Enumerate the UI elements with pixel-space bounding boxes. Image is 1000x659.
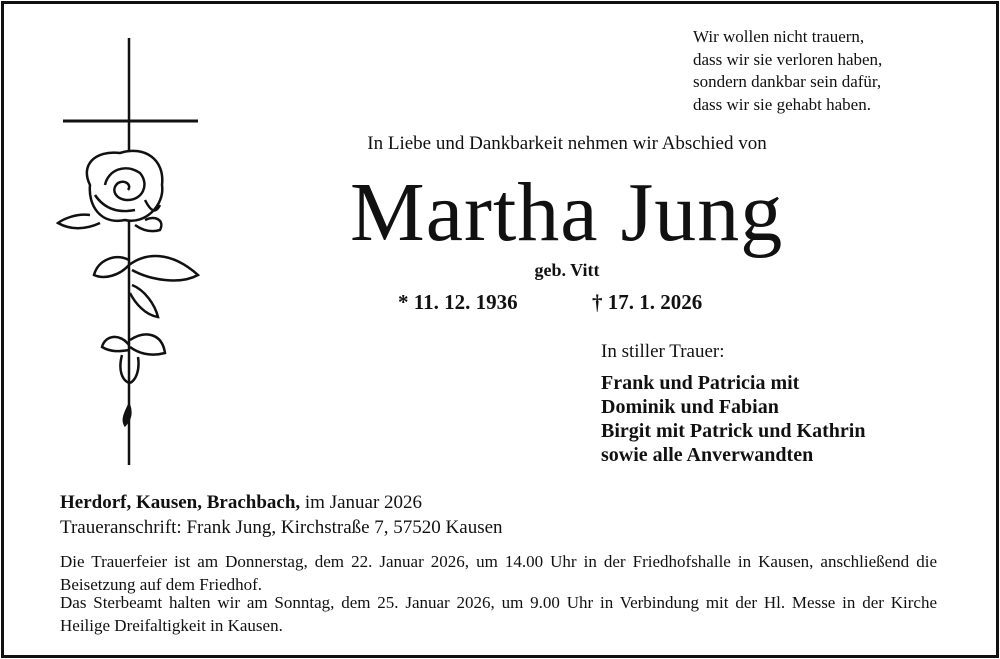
mourner: Birgit mit Patrick und Kathrin	[601, 420, 866, 442]
mass-info: Das Sterbeamt halten wir am Sonntag, dem 25. Januar 2026, um 9.00 Uhr in Verbindung mit der Hl. Messe in der Kirche Heilige Dreifaltigkeit in Kausen.	[60, 593, 937, 635]
poem-line: dass wir sie gehabt haben.	[693, 94, 871, 114]
deceased-name: Martha Jung	[350, 166, 784, 259]
poem-line: dass wir sie verloren haben,	[693, 49, 883, 69]
mourner: Dominik und Fabian	[601, 396, 779, 418]
mourners-list	[601, 371, 865, 467]
cross-rose-icon	[50, 35, 210, 475]
maiden-name: geb. Vitt	[534, 260, 600, 280]
poem	[693, 26, 882, 116]
intro-text: In Liebe und Dankbarkeit nehmen wir Abschied von	[367, 133, 767, 154]
birth-date: * 11. 12. 1936	[398, 290, 518, 314]
death-date: † 17. 1. 2026	[592, 290, 703, 314]
mourner: sowie alle Anverwandten	[601, 444, 814, 466]
mourner: Frank und Patricia mit	[601, 372, 800, 394]
poem-line: sondern dankbar sein dafür,	[693, 72, 882, 91]
funeral-info: Die Trauerfeier ist am Donnerstag, dem 22. Januar 2026, um 14.00 Uhr in der Friedhofshalle in Kausen, anschließend die Beisetzung auf dem Friedhof.	[60, 552, 937, 594]
mourning-address: Traueranschrift: Frank Jung, Kirchstraße 7, 57520 Kausen	[60, 517, 503, 538]
month: im Januar 2026	[300, 492, 423, 513]
mourning-label: In stiller Trauer:	[601, 341, 725, 362]
places: Herdorf, Kausen, Brachbach,	[60, 492, 301, 513]
poem-line: Wir wollen nicht trauern,	[693, 27, 865, 46]
place-date	[60, 492, 422, 514]
